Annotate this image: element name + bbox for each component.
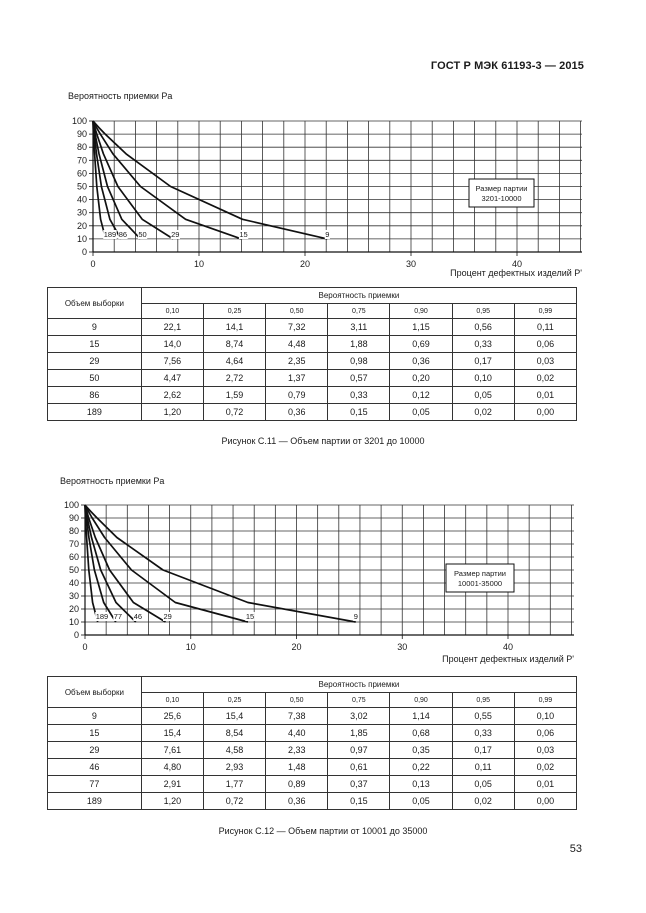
y-tick-label: 40: [68, 578, 79, 588]
value-cell: 0,33: [452, 336, 514, 353]
table-row: [48, 404, 577, 421]
value-cell: 22,1: [141, 319, 203, 336]
figure-caption-c12: Рисунок С.12 — Объем партии от 10001 до 35000: [218, 826, 428, 836]
value-cell: 0,35: [390, 742, 452, 759]
value-cell: 0,15: [328, 793, 390, 810]
sample-size-cell: 29: [48, 742, 142, 759]
sample-size-cell: 50: [48, 370, 142, 387]
value-cell: 15,4: [141, 725, 203, 742]
curve-label-n29: 29: [171, 230, 180, 239]
curve-label-n15: 15: [245, 612, 255, 621]
value-cell: 1,77: [203, 776, 265, 793]
value-cell: 7,61: [141, 742, 203, 759]
column-header-cell: 0,99: [514, 304, 576, 319]
value-cell: 7,32: [266, 319, 328, 336]
value-cell: 2,93: [203, 759, 265, 776]
value-cell: 0,11: [452, 759, 514, 776]
column-header-cell: 0,75: [328, 304, 390, 319]
value-cell: 0,55: [452, 708, 514, 725]
value-cell: 1,20: [141, 404, 203, 421]
value-cell: 0,61: [328, 759, 390, 776]
value-cell: 0,17: [452, 742, 514, 759]
column-header-cell: 0,10: [141, 304, 203, 319]
table-row: [48, 742, 577, 759]
value-cell: 0,00: [514, 793, 576, 810]
column-header-cell: 0,50: [266, 304, 328, 319]
sampling-table-c12: [47, 676, 577, 810]
value-cell: 0,36: [390, 353, 452, 370]
x-tick-label: 30: [397, 642, 408, 652]
y-tick-label: 100: [63, 500, 79, 510]
value-cell: 1,37: [266, 370, 328, 387]
table-row: [48, 387, 577, 404]
value-cell: 0,01: [514, 776, 576, 793]
table-row: [48, 793, 577, 810]
y-tick-label: 90: [68, 513, 79, 523]
value-cell: 7,56: [141, 353, 203, 370]
value-cell: 0,72: [203, 793, 265, 810]
value-cell: 0,06: [514, 725, 576, 742]
document-header: ГОСТ Р МЭК 61193-3 — 2015: [430, 60, 584, 72]
x-tick-label: 40: [502, 642, 514, 652]
value-cell: 8,54: [203, 725, 265, 742]
row-header-cell: Объем выборки: [48, 677, 142, 708]
y-tick-label: 30: [68, 591, 79, 601]
value-cell: 0,68: [390, 725, 452, 742]
y-tick-label: 70: [76, 155, 87, 166]
sampling-table-c11: [47, 287, 577, 421]
y-tick-label: 10: [76, 233, 87, 244]
column-header-cell: 0,25: [203, 304, 265, 319]
sample-size-cell: 9: [48, 708, 142, 725]
x-tick-label: 20: [299, 259, 311, 269]
curve-label-n46: 46: [133, 612, 143, 621]
y-tick-label: 80: [68, 526, 79, 536]
value-cell: 0,33: [452, 725, 514, 742]
value-cell: 0,02: [514, 759, 576, 776]
value-cell: 4,48: [266, 336, 328, 353]
oc-chart-c11: [0, 90, 646, 285]
x-tick-label: 0: [82, 642, 88, 652]
sample-size-cell: 77: [48, 776, 142, 793]
row-header-cell: Объем выборки: [48, 288, 142, 319]
table-row: [48, 708, 577, 725]
value-cell: 0,20: [390, 370, 452, 387]
oc-chart-c12: [0, 476, 646, 671]
column-header-cell: 0,25: [203, 693, 265, 708]
column-header-cell: 0,95: [452, 693, 514, 708]
column-header-cell: 0,50: [266, 693, 328, 708]
legend-value: 3201-10000: [481, 194, 522, 203]
x-tick-label: 10: [185, 642, 196, 652]
y-axis-label: Вероятность приемки Pa: [68, 91, 173, 101]
curve-label-n189: 189: [95, 612, 109, 621]
value-cell: 0,79: [266, 387, 328, 404]
x-tick-label: 20: [291, 642, 302, 652]
value-cell: 8,74: [203, 336, 265, 353]
y-tick-label: 30: [76, 207, 87, 218]
legend-title: Размер партии: [454, 569, 506, 578]
value-cell: 0,03: [514, 353, 576, 370]
sample-size-cell: 189: [48, 404, 142, 421]
value-cell: 0,89: [266, 776, 328, 793]
table-header-row: [48, 288, 577, 304]
value-cell: 1,15: [390, 319, 452, 336]
value-cell: 0,72: [203, 404, 265, 421]
value-cell: 0,06: [514, 336, 576, 353]
value-cell: 0,05: [390, 793, 452, 810]
value-cell: 2,62: [141, 387, 203, 404]
x-tick-label: 10: [193, 259, 205, 269]
value-cell: 0,13: [390, 776, 452, 793]
value-cell: 0,33: [328, 387, 390, 404]
value-cell: 0,37: [328, 776, 390, 793]
value-cell: 1,14: [390, 708, 452, 725]
value-cell: 1,48: [266, 759, 328, 776]
table-row: [48, 319, 577, 336]
value-cell: 0,36: [266, 793, 328, 810]
y-tick-label: 40: [76, 194, 87, 205]
column-header-cell: 0,99: [514, 693, 576, 708]
column-header-cell: 0,90: [390, 693, 452, 708]
value-cell: 0,12: [390, 387, 452, 404]
x-axis-label: Процент дефектных изделий P': [442, 654, 574, 664]
value-cell: 25,6: [141, 708, 203, 725]
sample-size-cell: 86: [48, 387, 142, 404]
table-row: [48, 353, 577, 370]
value-cell: 0,10: [452, 370, 514, 387]
curve-label-n50: 50: [138, 230, 147, 239]
x-tick-label: 30: [405, 259, 417, 269]
y-tick-label: 80: [76, 142, 87, 153]
curve-label-n86: 86: [118, 230, 128, 239]
y-tick-label: 0: [73, 630, 79, 640]
curve-label-n15: 15: [239, 230, 248, 239]
value-cell: 3,11: [328, 319, 390, 336]
value-cell: 4,80: [141, 759, 203, 776]
sample-size-cell: 15: [48, 336, 142, 353]
y-axis-label: Вероятность приемки Pa: [60, 476, 165, 486]
y-tick-label: 60: [68, 552, 79, 562]
value-cell: 0,57: [328, 370, 390, 387]
column-header-cell: 0,95: [452, 304, 514, 319]
y-tick-label: 50: [68, 565, 79, 575]
value-cell: 0,05: [390, 404, 452, 421]
value-cell: 0,02: [452, 404, 514, 421]
value-cell: 0,97: [328, 742, 390, 759]
value-cell: 2,91: [141, 776, 203, 793]
curve-label-n77: 77: [113, 612, 123, 621]
value-cell: 0,36: [266, 404, 328, 421]
page-number: 53: [569, 843, 582, 855]
value-cell: 1,59: [203, 387, 265, 404]
value-cell: 2,33: [266, 742, 328, 759]
x-tick-label: 0: [90, 259, 96, 269]
table-row: [48, 776, 577, 793]
value-cell: 4,40: [266, 725, 328, 742]
table-header-row: [48, 677, 577, 693]
value-cell: 0,10: [514, 708, 576, 725]
value-cell: 0,02: [452, 793, 514, 810]
column-header-cell: 0,10: [141, 693, 203, 708]
sample-size-cell: 189: [48, 793, 142, 810]
y-tick-label: 70: [68, 539, 79, 549]
value-cell: 2,72: [203, 370, 265, 387]
y-tick-label: 10: [68, 617, 79, 627]
value-cell: 1,20: [141, 793, 203, 810]
value-cell: 0,69: [390, 336, 452, 353]
value-cell: 4,47: [141, 370, 203, 387]
value-cell: 0,01: [514, 387, 576, 404]
sample-size-cell: 29: [48, 353, 142, 370]
group-header-cell: Вероятность приемки: [141, 677, 576, 693]
curve-label-n9: 9: [353, 612, 358, 621]
y-tick-label: 90: [76, 129, 87, 140]
figure-caption-c11: Рисунок С.11 — Объем партии от 3201 до 10000: [221, 436, 425, 446]
value-cell: 2,35: [266, 353, 328, 370]
sample-size-cell: 9: [48, 319, 142, 336]
value-cell: 15,4: [203, 708, 265, 725]
table-row: [48, 725, 577, 742]
value-cell: 7,38: [266, 708, 328, 725]
value-cell: 0,05: [452, 387, 514, 404]
oc-curve-n9: [93, 121, 330, 239]
sample-size-cell: 15: [48, 725, 142, 742]
y-tick-label: 60: [76, 168, 87, 179]
table-row: [48, 759, 577, 776]
curve-label-n189: 189: [103, 230, 117, 239]
group-header-cell: Вероятность приемки: [141, 288, 576, 304]
x-tick-label: 40: [511, 259, 523, 269]
y-tick-label: 20: [76, 220, 87, 231]
value-cell: 0,00: [514, 404, 576, 421]
value-cell: 14,1: [203, 319, 265, 336]
sample-size-cell: 46: [48, 759, 142, 776]
table-row: [48, 370, 577, 387]
column-header-cell: 0,75: [328, 693, 390, 708]
legend-title: Размер партии: [475, 184, 528, 193]
x-axis-label: Процент дефектных изделий P': [450, 268, 582, 278]
value-cell: 1,85: [328, 725, 390, 742]
curve-label-n9: 9: [325, 230, 330, 239]
y-tick-label: 0: [81, 247, 87, 257]
value-cell: 0,03: [514, 742, 576, 759]
value-cell: 1,88: [328, 336, 390, 353]
value-cell: 0,02: [514, 370, 576, 387]
value-cell: 0,56: [452, 319, 514, 336]
table-row: [48, 336, 577, 353]
value-cell: 0,15: [328, 404, 390, 421]
y-tick-label: 20: [68, 604, 79, 614]
column-header-cell: 0,90: [390, 304, 452, 319]
value-cell: 3,02: [328, 708, 390, 725]
y-tick-label: 50: [76, 181, 87, 192]
value-cell: 0,05: [452, 776, 514, 793]
value-cell: 0,22: [390, 759, 452, 776]
value-cell: 0,98: [328, 353, 390, 370]
value-cell: 0,11: [514, 319, 576, 336]
oc-curve-n15: [85, 505, 248, 622]
value-cell: 0,17: [452, 353, 514, 370]
value-cell: 4,64: [203, 353, 265, 370]
value-cell: 14,0: [141, 336, 203, 353]
y-tick-label: 100: [71, 116, 87, 126]
curve-label-n29: 29: [163, 612, 172, 621]
value-cell: 4,58: [203, 742, 265, 759]
legend-value: 10001-35000: [457, 579, 503, 588]
